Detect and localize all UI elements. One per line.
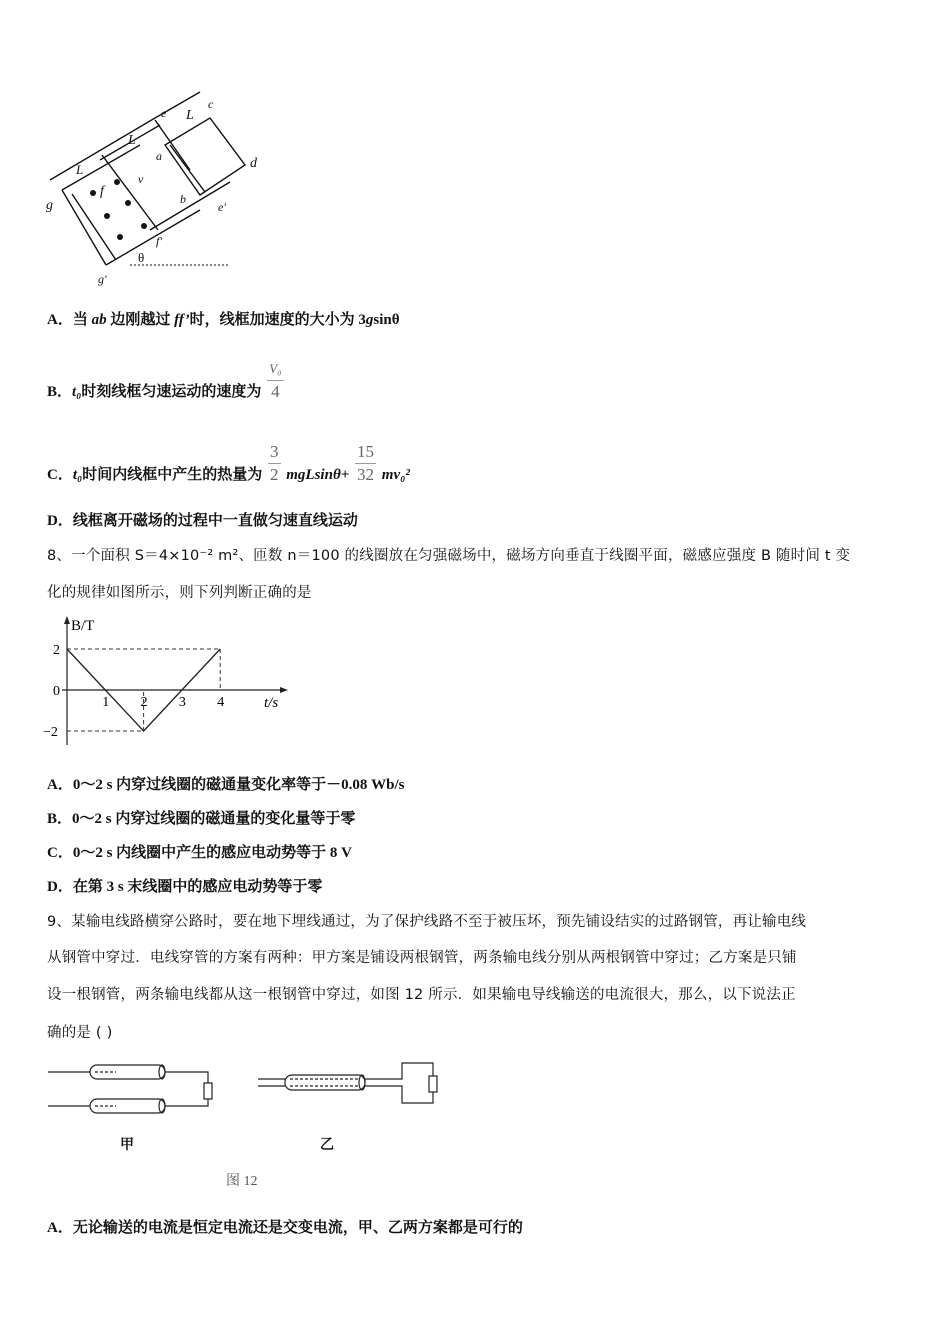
- q9-option-a: A．无论输送的电流是恒定电流还是交变电流，甲、乙两方案都是可行的: [47, 1220, 523, 1236]
- q7-option-d: D．线框离开磁场的过程中一直做匀速直线运动: [47, 513, 358, 529]
- y-tick-label: −2: [43, 725, 58, 740]
- option-expr: mv₀²: [378, 466, 410, 483]
- q7-option-b: [47, 361, 286, 415]
- x-tick-label: 1: [102, 695, 110, 710]
- q7-option-c: [47, 442, 410, 498]
- option-text: C．: [47, 466, 73, 483]
- fraction-15-over-32: [355, 441, 376, 486]
- figure-inclined-frame: [40, 90, 280, 295]
- y-axis-arrow: [64, 616, 70, 624]
- option-text: sinθ: [373, 312, 400, 328]
- option-var: t₀: [72, 383, 82, 400]
- numerator: V₀: [267, 358, 283, 381]
- option-var: g: [365, 312, 374, 328]
- figure1-label-theta: θ: [138, 250, 145, 265]
- figure-12-label-yi: 乙: [320, 1138, 334, 1153]
- q8-option-c: C．0～2 s 内线圈中产生的感应电动势等于 8 V: [47, 845, 353, 861]
- y-tick-label: 0: [53, 684, 60, 699]
- figure1-label-e: e: [161, 106, 167, 120]
- q8-option-a: A．0～2 s 内穿过线圈的磁通量变化率等于－0.08 Wb/s: [47, 777, 405, 793]
- figure1-label-L2: L: [128, 133, 136, 148]
- q9-stem-line4: 确的是 ( ): [47, 1025, 113, 1041]
- q8-stem-line1: 8、一个面积 S＝4×10⁻² m²、匝数 n＝100 的线圈放在匀强磁场中，磁场方向垂直于线圈平面，磁感应强度 B 随时间 t 变: [47, 548, 851, 564]
- q9-stem-line2: 从钢管中穿过．电线穿管的方案有两种：甲方案是铺设两根钢管，两条输电线分别从两根钢管中穿过；乙方案是只铺: [47, 950, 797, 966]
- fraction-v0-over-4: [267, 358, 283, 403]
- q8-stem-line2: 化的规律如图所示，则下列判断正确的是: [47, 585, 312, 601]
- option-text: A．当: [47, 312, 92, 328]
- figure-12-pipes: [40, 1055, 460, 1145]
- y-axis-label: B/T: [71, 618, 95, 634]
- q8-option-d: D．在第 3 s 末线圈中的感应电动势等于零: [47, 879, 323, 895]
- figure1-label-c: c: [208, 97, 214, 111]
- figure-12-label-jia: 甲: [120, 1138, 134, 1153]
- figure-12-caption: 图 12: [226, 1174, 258, 1189]
- option-text: 时刻线框匀速运动的速度为: [81, 383, 262, 400]
- option-var: ff’: [174, 312, 190, 328]
- option-text: 边刚越过: [106, 312, 175, 328]
- q9-stem-line3: 设一根钢管，两条输电线都从这一根钢管中穿过，如图 12 所示．如果输电导线输送的电流很大，那么，以下说法正: [47, 987, 796, 1003]
- option-text: B．: [47, 383, 73, 400]
- figure1-label-e-prime: e': [218, 200, 226, 214]
- x-tick-label: 3: [178, 695, 186, 710]
- option-var: ab: [91, 312, 107, 328]
- b-t-graph: [40, 610, 300, 750]
- option-text: 时间内线框中产生的热量为: [82, 466, 263, 483]
- option-text: 时，线框加速度的大小为 3: [189, 312, 366, 328]
- q8-option-b: B．0～2 s 内穿过线圈的磁通量的变化量等于零: [47, 811, 356, 827]
- x-tick-label: 2: [140, 695, 148, 710]
- denominator: 4: [271, 382, 280, 401]
- figure1-label-g: g: [46, 198, 53, 213]
- figure1-label-b: b: [180, 192, 186, 206]
- q7-option-a: [47, 310, 400, 330]
- q9-stem-line1: 9、某输电线路横穿公路时，要在地下埋线通过，为了保护线路不至于被压坏，预先铺设结实的过路钢管，再让输电线: [47, 914, 807, 930]
- figure1-label-L1: L: [76, 162, 84, 177]
- figure1-label-f-prime: f': [156, 234, 162, 248]
- option-var: t₀: [72, 466, 83, 483]
- figure1-label-L3: L: [186, 108, 194, 123]
- figure1-label-f: f: [100, 184, 104, 199]
- x-tick-label: 4: [217, 695, 225, 710]
- denominator: 32: [357, 465, 375, 484]
- numerator: 3: [268, 441, 281, 464]
- figure1-label-v: v: [138, 172, 144, 186]
- option-expr: mgLsinθ+: [282, 466, 354, 483]
- x-axis-label: t/s: [264, 695, 279, 711]
- denominator: 2: [270, 465, 279, 484]
- y-tick-label: 2: [53, 643, 60, 658]
- x-axis-arrow: [280, 687, 288, 693]
- fraction-3-over-2: [268, 441, 281, 486]
- figure1-label-a: a: [156, 149, 162, 163]
- figure1-label-g-prime: g': [98, 272, 107, 286]
- numerator: 15: [355, 441, 376, 464]
- figure1-label-d: d: [250, 156, 257, 171]
